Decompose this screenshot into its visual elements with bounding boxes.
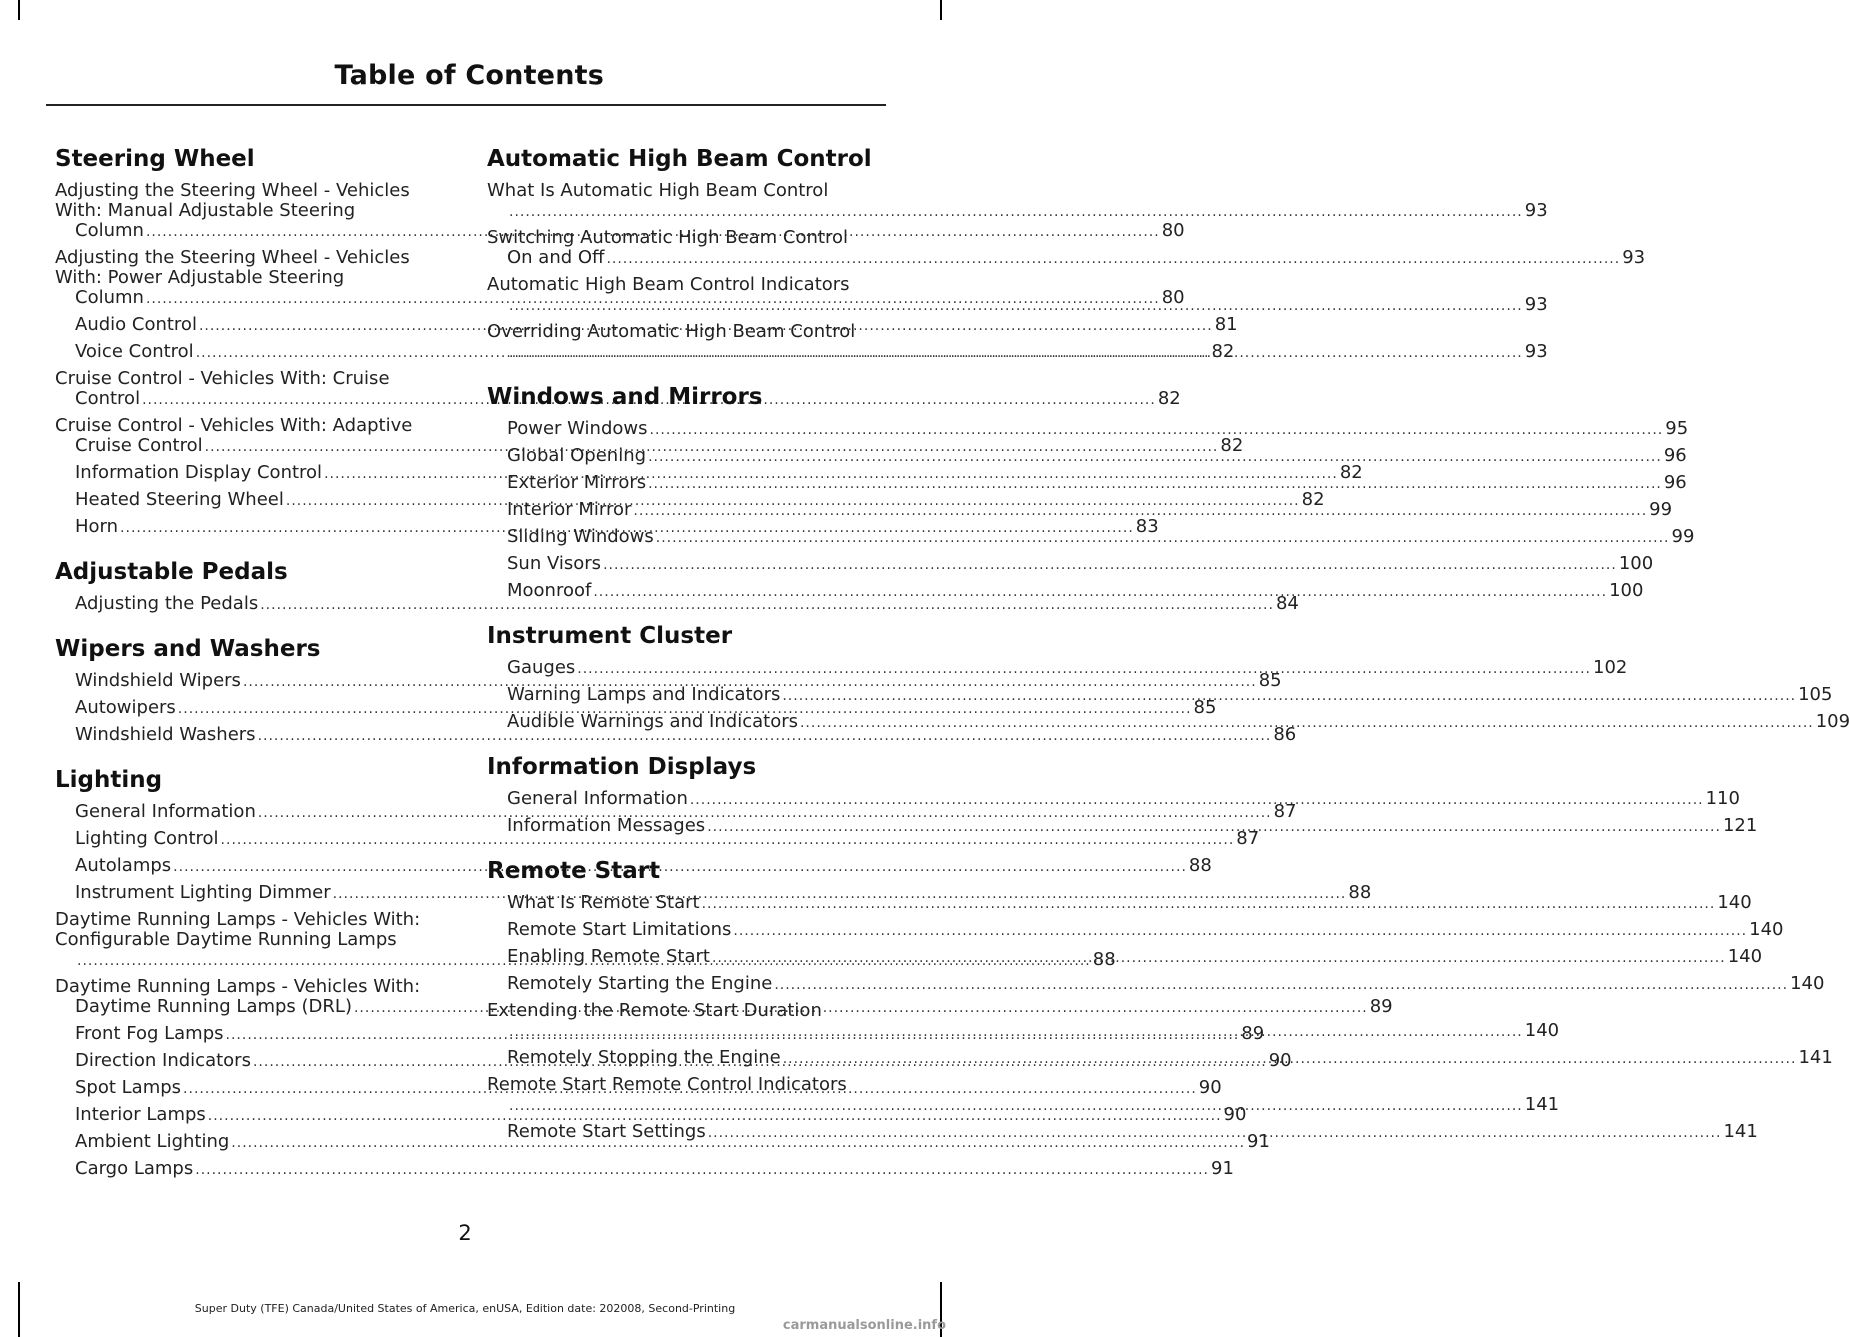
toc-page-number: 84 [1275, 593, 1299, 614]
toc-page-number: 121 [1722, 815, 1758, 836]
toc-entry-leader-line [507, 919, 1784, 941]
dot-leader [656, 530, 1670, 546]
toc-page-number: 80 [1161, 287, 1185, 308]
toc-page-number: 87 [1273, 801, 1297, 822]
toc-page-number: 95 [1665, 418, 1689, 439]
crop-mark-top-right [940, 0, 942, 20]
toc-entry-text: Horn [75, 516, 119, 537]
section-title: Instrument Cluster [487, 623, 733, 649]
toc-page-number: 82 [1301, 489, 1325, 510]
toc-entry-leader-line [507, 553, 1654, 575]
toc-page-number: 88 [1348, 882, 1372, 903]
toc-entry-leader-line [507, 815, 1758, 837]
toc-page-number: 93 [1524, 341, 1548, 362]
toc-page-number: 99 [1671, 526, 1695, 547]
toc-entry-text: Windshield Washers [75, 724, 256, 745]
toc-entry-text: Daytime Running Lamps - Vehicles With: [55, 976, 421, 997]
toc-page-number: 100 [1618, 553, 1654, 574]
toc-page-number: 141 [1723, 1121, 1758, 1142]
toc-entry[interactable] [487, 973, 1825, 995]
toc-entry-text: With: Power Adjustable Steering [55, 267, 345, 288]
toc-page-number: 85 [1193, 697, 1217, 718]
header-rule [46, 104, 886, 106]
toc-entry-leader-line [507, 580, 1644, 602]
toc-entry-text: Audible Warnings and Indicators [507, 711, 798, 732]
toc-page-number: 90 [1198, 1077, 1222, 1098]
toc-entry-text: Daytime Running Lamps - Vehicles With: [55, 909, 421, 930]
dot-leader [708, 1125, 1722, 1141]
dot-leader [648, 476, 1662, 492]
toc-page-number: 82 [1157, 388, 1181, 409]
toc-page-number: 140 [1717, 892, 1752, 913]
toc-entry-text: Remote Start Limitations [507, 919, 732, 940]
dot-leader [800, 715, 1814, 731]
toc-entry-leader-line [75, 287, 1185, 309]
toc-entry-text: Cruise Control [75, 435, 203, 456]
toc-page-number: 140 [1790, 973, 1825, 994]
toc-entry[interactable] [487, 684, 1833, 706]
section-title: Automatic High Beam Control [487, 146, 872, 172]
toc-entry[interactable] [55, 697, 1217, 719]
section-title: Lighting [55, 767, 163, 793]
toc-entry-text: Column [75, 287, 144, 308]
toc-entry-text: Adjusting the Steering Wheel - Vehicles [55, 180, 410, 201]
toc-entry-leader-line [75, 828, 1260, 850]
toc-entry-leader-line [75, 724, 1297, 746]
section-title: Steering Wheel [55, 146, 255, 172]
toc-entry-text: Remotely Stopping the Engine [507, 1047, 781, 1068]
dot-leader [509, 204, 1523, 220]
toc-entry-text: On and Off [507, 247, 605, 268]
toc-entry[interactable] [487, 418, 1689, 440]
dot-leader [603, 557, 1617, 573]
dot-leader [195, 1162, 1209, 1178]
toc-entry-leader-line [75, 1023, 1265, 1045]
toc-entry[interactable] [487, 580, 1644, 602]
toc-page-number: 82 [1211, 341, 1235, 362]
toc-page-number: 82 [1339, 462, 1363, 483]
toc-entry-leader-line [75, 593, 1299, 615]
toc-entry-text: Gauges [507, 657, 576, 678]
toc-page-number: 140 [1749, 919, 1784, 940]
toc-entry-text: Overriding Automatic High Beam Control [487, 321, 856, 342]
toc-entry-text: Adjusting the Pedals [75, 593, 259, 614]
toc-entry-text: Heated Steering Wheel [75, 489, 284, 510]
toc-entry-text: Sun Visors [507, 553, 602, 574]
toc-entry-text: Cruise Control - Vehicles With: Cruise [55, 368, 390, 389]
toc-entry-text: Enabling Remote Start [507, 946, 710, 967]
dot-leader [593, 584, 1607, 600]
toc-entry-leader-line [75, 1104, 1247, 1126]
toc-entry-text: Cargo Lamps [75, 1158, 194, 1179]
toc-entry-text: Daytime Running Lamps (DRL) [75, 996, 352, 1017]
toc-entry-text: Instrument Lighting Dimmer [75, 882, 331, 903]
toc-page-number: 93 [1524, 200, 1548, 221]
toc-page-number: 110 [1705, 788, 1740, 809]
toc-entry[interactable] [487, 657, 1628, 679]
dot-leader [707, 819, 1721, 835]
toc-page-number: 88 [1188, 855, 1212, 876]
toc-page-number: 140 [1524, 1020, 1560, 1041]
toc-page-number: 140 [1727, 946, 1763, 967]
section-title: Remote Start [487, 858, 661, 884]
toc-entry[interactable] [55, 1158, 1234, 1180]
dot-leader [577, 661, 1591, 677]
toc-entry-text: What Is Remote Start [507, 892, 700, 913]
toc-page-number: 91 [1247, 1131, 1270, 1152]
dot-leader [509, 1098, 1523, 1114]
toc-entry-text: Switching Automatic High Beam Control [487, 227, 848, 248]
toc-entry[interactable] [55, 593, 1299, 615]
toc-page-number: 141 [1798, 1047, 1833, 1068]
toc-entry-text: Interior Mirror [507, 499, 632, 520]
dot-leader [509, 345, 1523, 361]
toc-page-number: 90 [1268, 1050, 1292, 1071]
toc-entry-leader-line [75, 670, 1282, 692]
toc-entry-text: Information Display Control [75, 462, 323, 483]
dot-leader [690, 792, 1704, 808]
toc-entry[interactable] [55, 341, 1235, 363]
toc-page-number: 96 [1663, 445, 1687, 466]
dot-leader [633, 503, 1647, 519]
dot-leader [648, 449, 1662, 465]
toc-entry-leader-line [75, 801, 1297, 823]
toc-entry-leader-line [507, 684, 1833, 706]
toc-entry-leader-line [507, 200, 1548, 222]
toc-entry-text: Audio Control [75, 314, 197, 335]
toc-entry[interactable] [487, 711, 1850, 733]
dot-leader [783, 1051, 1797, 1067]
toc-entry-text: Lighting Control [75, 828, 219, 849]
page-title: Table of Contents [334, 60, 604, 91]
dot-leader [782, 688, 1796, 704]
toc-entry-text: Exterior Mirrors [507, 472, 647, 493]
toc-entry-leader-line [75, 697, 1217, 719]
toc-entry-text: What Is Automatic High Beam Control [487, 180, 829, 201]
toc-page-number: 86 [1273, 724, 1297, 745]
toc-entry-leader-line [75, 341, 1235, 363]
toc-page-number: 81 [1214, 314, 1238, 335]
footer-edition-text: Super Duty (TFE) Canada/United States of America, enUSA, Edition date: 202008, Second-Printing [194, 1302, 736, 1315]
dot-leader [733, 923, 1747, 939]
toc-entry-text: Cruise Control - Vehicles With: Adaptive [55, 415, 413, 436]
toc-entry-text: Ambient Lighting [75, 1131, 230, 1152]
toc-entry[interactable] [55, 724, 1297, 746]
toc-page-number: 87 [1236, 828, 1260, 849]
toc-page-number: 90 [1223, 1104, 1247, 1125]
toc-entry-text: Configurable Daytime Running Lamps [55, 929, 397, 950]
toc-page-number: 93 [1524, 294, 1548, 315]
toc-entry-text: Power Windows [507, 418, 648, 439]
dot-leader [712, 950, 1726, 966]
toc-page-number: 80 [1161, 220, 1185, 241]
toc-entry-text: Remotely Starting the Engine [507, 973, 773, 994]
toc-entry-text: Adjusting the Steering Wheel - Vehicles [55, 247, 410, 268]
toc-entry-text: Extending the Remote Start Duration [487, 1000, 822, 1021]
toc-entry-text: General Information [507, 788, 688, 809]
toc-page-number: 105 [1798, 684, 1833, 705]
toc-entry[interactable] [55, 670, 1282, 692]
toc-entry-text: Windshield Wipers [75, 670, 241, 691]
crop-mark-top-left [18, 0, 20, 20]
section-title: Windows and Mirrors [487, 384, 763, 410]
toc-page-number: 96 [1663, 472, 1687, 493]
toc-entry-leader-line [507, 418, 1689, 440]
toc-entry-text: Autowipers [75, 697, 176, 718]
section-title: Information Displays [487, 754, 757, 780]
toc-page-number: 93 [1622, 247, 1646, 268]
toc-entry-text: General Information [75, 801, 256, 822]
toc-page-number: 91 [1211, 1158, 1234, 1179]
toc-entry-text: Warning Lamps and Indicators [507, 684, 781, 705]
toc-page-number: 102 [1593, 657, 1628, 678]
toc-page-number: 89 [1369, 996, 1393, 1017]
toc-entry[interactable] [487, 553, 1654, 575]
dot-leader [774, 977, 1788, 993]
watermark: carmanualsonline.info [782, 1318, 946, 1333]
dot-leader [509, 298, 1523, 314]
toc-entry-leader-line [507, 657, 1628, 679]
toc-entry[interactable] [55, 801, 1297, 823]
dot-leader [509, 1024, 1523, 1040]
toc-entry[interactable] [487, 815, 1758, 837]
toc-entry[interactable] [55, 1104, 1247, 1126]
toc-entry[interactable] [487, 788, 1740, 810]
toc-entry[interactable] [55, 828, 1260, 850]
toc-entry-leader-line [507, 711, 1850, 733]
toc-page-number: 85 [1258, 670, 1282, 691]
toc-entry-text: Remote Start Remote Control Indicators [487, 1074, 847, 1095]
toc-entry-text: Interior Lamps [75, 1104, 206, 1125]
toc-page-number: 99 [1649, 499, 1673, 520]
toc-page-number: 141 [1524, 1094, 1560, 1115]
dot-leader [702, 896, 1716, 912]
toc-entry-text: Voice Control [75, 341, 194, 362]
toc-entry-leader-line [75, 1158, 1234, 1180]
dot-leader [650, 422, 1664, 438]
toc-entry-text: Autolamps [75, 855, 172, 876]
toc-entry-text: Information Messages [507, 815, 706, 836]
toc-page-number: 100 [1609, 580, 1644, 601]
toc-page-number: 83 [1135, 516, 1159, 537]
toc-entry[interactable] [55, 1023, 1265, 1045]
toc-entry-text: Front Fog Lamps [75, 1023, 224, 1044]
toc-page-number: 109 [1815, 711, 1850, 732]
toc-entry-text: Column [75, 220, 144, 241]
toc-entry-leader-line [507, 788, 1740, 810]
page-number: 2 [458, 1221, 472, 1245]
toc-entry-text: Remote Start Settings [507, 1121, 706, 1142]
toc-entry[interactable] [487, 919, 1784, 941]
toc-entry-text: Direction Indicators [75, 1050, 251, 1071]
toc-page-number: 89 [1241, 1023, 1265, 1044]
toc-entry-leader-line [507, 973, 1825, 995]
toc-page-number: 82 [1220, 435, 1244, 456]
toc-entry[interactable] [487, 180, 1548, 222]
toc-entry-text: Sliding Windows [507, 526, 654, 547]
toc-entry-text: Spot Lamps [75, 1077, 182, 1098]
toc-page-number: 88 [1092, 949, 1116, 970]
section-title: Adjustable Pedals [55, 559, 288, 585]
dot-leader [606, 251, 1620, 267]
toc-entry-text: With: Manual Adjustable Steering [55, 200, 356, 221]
toc-entry-text: Control [75, 388, 141, 409]
toc-entry-leader-line [507, 247, 1646, 269]
toc-entry-text: Automatic High Beam Control Indicators [487, 274, 850, 295]
toc-entry-text: Global Opening [507, 445, 647, 466]
section-title: Wipers and Washers [55, 636, 321, 662]
toc-entry-text: Moonroof [507, 580, 592, 601]
